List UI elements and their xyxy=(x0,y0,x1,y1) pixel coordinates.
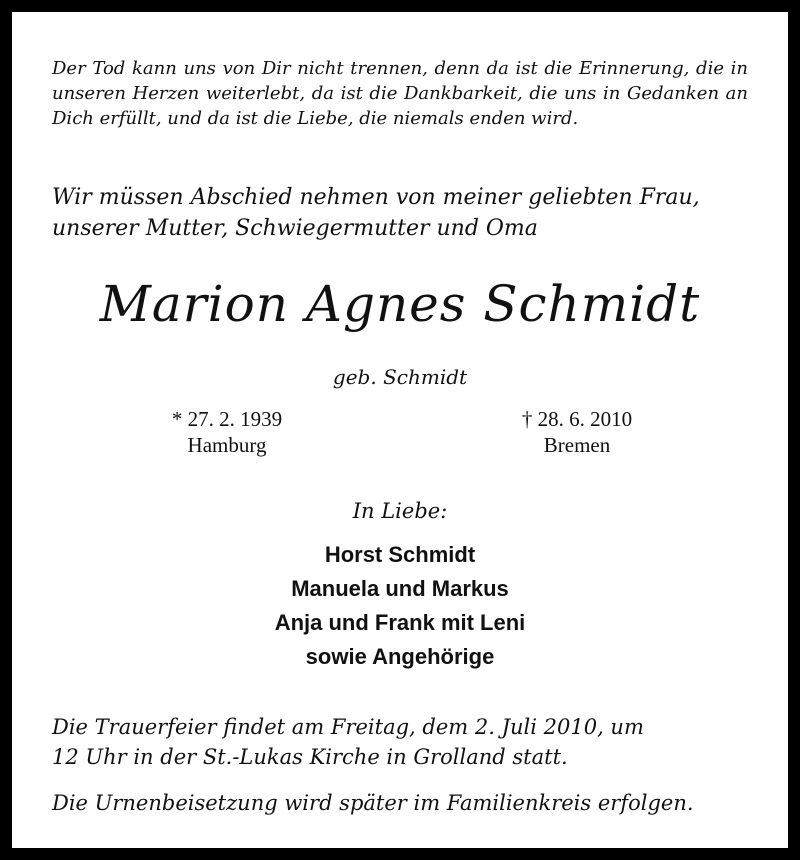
mourner-item: Anja und Frank mit Leni xyxy=(274,610,526,635)
birth-info xyxy=(117,406,337,458)
farewell-intro xyxy=(52,182,748,244)
mourners-list xyxy=(52,538,748,674)
mourner-item: sowie Angehörige xyxy=(305,644,495,669)
intro-line-2: unserer Mutter, Schwiegermutter und Oma xyxy=(52,216,538,241)
mourner-item: Horst Schmidt xyxy=(324,542,476,567)
service-line-2: 12 Uhr in der St.-Lukas Kirche in Grolland statt. xyxy=(52,745,568,769)
memorial-quote: Der Tod kann uns von Dir nicht trennen, denn da ist die Erinnerung, die in unseren Herzen weiterlebt, da ist die Dankbarkeit, die uns in Gedanken an Dich erfüllt, und da ist die Liebe, die niemals enden wird. xyxy=(52,58,748,129)
birth-date: * 27. 2. 1939 xyxy=(171,407,283,431)
urn-burial-notice: Die Urnenbeisetzung wird später im Familienkreis erfolgen. xyxy=(52,791,694,815)
death-date: † 28. 6. 2010 xyxy=(521,407,633,431)
mourner-item: Manuela und Markus xyxy=(291,576,509,601)
in-love-heading: In Liebe: xyxy=(352,499,448,523)
funeral-service-notice xyxy=(52,712,748,772)
deceased-name: Marion Agnes Schmidt xyxy=(99,275,701,333)
intro-line-1: Wir müssen Abschied nehmen von meiner geliebten Frau, xyxy=(52,185,700,210)
maiden-name: geb. Schmidt xyxy=(332,365,468,389)
death-place: Bremen xyxy=(543,433,611,457)
death-info xyxy=(467,406,687,458)
birth-place: Hamburg xyxy=(187,433,267,457)
service-line-1: Die Trauerfeier findet am Freitag, dem 2. Juli 2010, um xyxy=(52,715,644,739)
